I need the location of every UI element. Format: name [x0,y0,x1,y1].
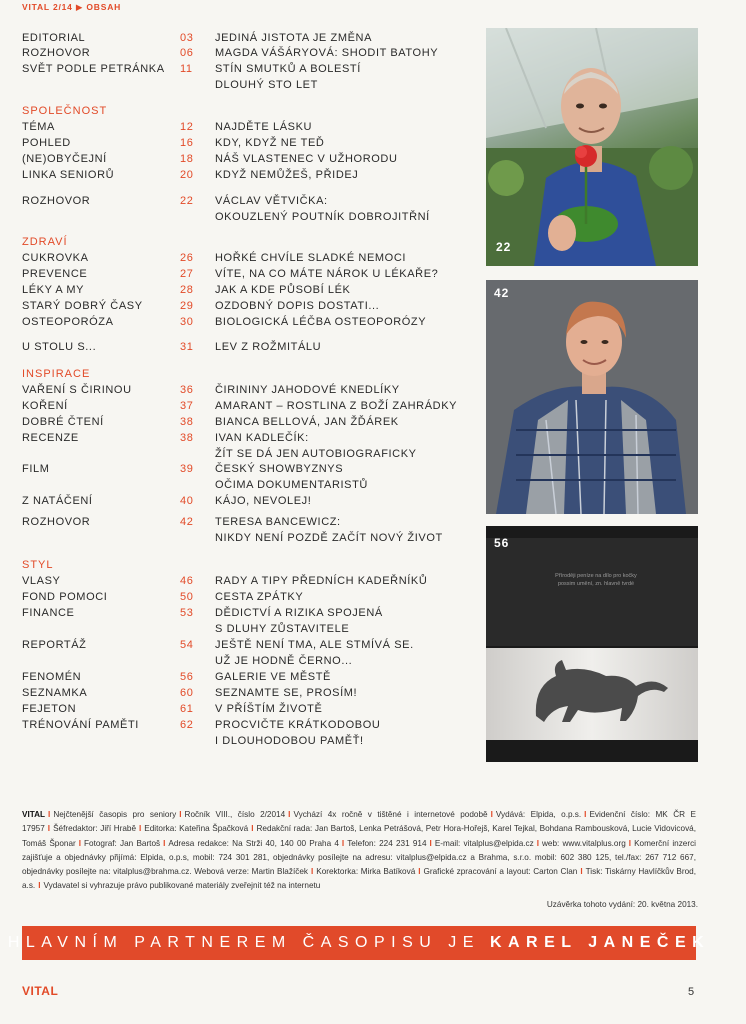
toc-section-label: REPORTÁŽ [22,639,87,651]
toc-entry [22,623,482,638]
toc-page-number: 61 [180,703,194,715]
toc-page-number: 53 [180,607,194,619]
colophon-part: Redakční rada: Jan Bartoš, Lenka Petrášová, Petr Hora-Hořejš, Karel Tejkal, Bohdana Rambousková, Lucie Vidovicová, Tomáš Šponar [22,824,696,848]
toc-entry [22,63,482,78]
toc-entry [22,211,482,226]
toc-entry [22,479,482,494]
toc-entry [22,495,482,510]
toc-page-number: 22 [180,195,194,207]
toc-page-number: 20 [180,169,194,181]
banner-text: HLAVNÍM PARTNEREM ČASOPISU JE [7,934,480,951]
colophon-part: Telefon: 224 231 914 [347,838,427,848]
toc-entry [22,416,482,431]
toc-page-number: 56 [180,671,194,683]
separator-mark: I [584,810,587,819]
toc-entry [22,121,482,136]
toc-page-number: 11 [180,63,193,75]
photo-bancewicz [486,280,698,514]
toc-entry [22,432,482,447]
toc-entry [22,252,482,267]
toc-article-title: S DLUHY ZŮSTAVITELE [215,623,350,635]
separator-mark: I [139,824,142,834]
toc-article-title: KÁJO, NEVOLEJ! [215,495,312,507]
toc-entry [22,300,482,315]
toc-section-label: FILM [22,463,50,475]
partner-banner [7,926,711,960]
colophon-closing: Uzávěrka tohoto vydání: 20. května 2013. [546,900,698,909]
toc-article-title: ŽÍT SE DÁ JEN AUTOBIOGRAFICKY [215,448,417,460]
toc-article-title: VÍTE, NA CO MÁTE NÁROK U LÉKAŘE? [215,268,439,280]
toc-section-label: ROZHOVOR [22,47,91,59]
toc-entry [22,591,482,606]
toc-entry [22,516,482,531]
toc-article-title: ČIRININY JAHODOVÉ KNEDLÍKY [215,384,400,396]
toc-section-label: PREVENCE [22,268,88,280]
toc-entry [22,639,482,654]
toc-entry [22,735,482,750]
toc-section-label: RECENZE [22,432,79,444]
toc-entry [22,655,482,670]
colophon-part: Editorka: Kateřina Špačková [144,824,249,834]
toc-page-number: 60 [180,687,194,699]
toc-article-title: DLOUHÝ STO LET [215,79,318,91]
toc-article-title: BIANCA BELLOVÁ, JAN ŽĎÁREK [215,416,399,428]
toc-section-label: LINKA SENIORŮ [22,169,115,181]
photo-vetvicka-illustration [486,28,698,266]
footer-logo: VITAL [22,984,59,998]
separator-mark: I [78,838,82,848]
colophon-part: web: www.vitalplus.org [542,838,626,848]
toc-section-label: EDITORIAL [22,32,86,44]
toc-section-label: (NE)OBYČEJNÍ [22,153,107,165]
toc-entry [22,532,482,547]
toc-article-title: IVAN KADLEČÍK: [215,432,309,444]
section-heading [22,368,482,383]
photo-galerie-illustration [486,526,698,762]
separator-mark: I [341,838,345,848]
toc-article-title: NÁŠ VLASTENEC V UŽHORODU [215,153,398,165]
toc-page-number: 29 [180,300,194,312]
toc-article-title: KDYŽ NEMŮŽEŠ, PŘIDEJ [215,169,359,181]
toc-entry [22,316,482,331]
separator-mark: I [580,867,583,877]
toc-article-title: JEŠTĚ NENÍ TMA, ALE STMÍVÁ SE. [215,639,414,651]
toc-entry [22,341,482,356]
toc-article-title: OČIMA DOKUMENTARISTŮ [215,479,368,491]
toc-page-number: 36 [180,384,194,396]
toc-section-label: U STOLU S... [22,341,97,353]
toc-article-title: PROCVIČTE KRÁTKODOBOU [215,719,381,731]
toc-entry [22,169,482,184]
section-name: OBSAH [86,2,122,12]
toc-article-title: VÁCLAV VĚTVIČKA: [215,195,328,207]
separator-mark: I [536,838,539,848]
toc-article-title: OKOUZLENÝ POUTNÍK DOBROJITŘNÍ [215,211,430,223]
toc-page-number: 28 [180,284,194,296]
toc-entry [22,32,482,47]
toc-article-title: AMARANT – ROSTLINA Z BOŽÍ ZAHRÁDKY [215,400,458,412]
toc-section-label: POHLED [22,137,71,149]
toc-article-title: I DLOUHODOBOU PAMĚŤ! [215,735,364,747]
toc-entry [22,703,482,718]
toc-page-number: 62 [180,719,194,731]
toc-article-title: MAGDA VÁŠÁRYOVÁ: SHODIT BATOHY [215,47,439,59]
photo-caption: Příroději peníze na dílo pro kočky possim umění, zn. hlavně tvrdé [555,573,637,587]
toc-page-number: 26 [180,252,194,264]
colophon-part: VITAL [22,810,46,819]
toc-entry [22,47,482,62]
toc-entry [22,268,482,283]
separator-mark: I [48,810,51,819]
toc-page-number: 12 [180,121,194,133]
toc-article-title: ČESKÝ SHOWBYZNYS [215,463,344,475]
toc-section-label: DOBRÉ ČTENÍ [22,416,104,428]
toc-section-label: FENOMÉN [22,671,82,683]
toc-article-title: OZDOBNÝ DOPIS DOSTATI... [215,300,380,312]
section-heading-label: ZDRAVÍ [22,236,68,248]
toc-page-number: 38 [180,416,194,428]
section-heading [22,236,482,251]
separator-mark: I [179,810,182,819]
colophon-part: Grafické zpracování a layout: Carton Clan [423,867,578,877]
colophon-part: Nejčtenější časopis pro seniory [53,810,177,819]
toc-section-label: VAŘENÍ S ČIRINOU [22,384,132,396]
toc-section-label: FINANCE [22,607,75,619]
photo-bancewicz-illustration [486,280,698,514]
colophon-part: Fotograf: Jan Bartoš [84,838,161,848]
section-heading [22,559,482,574]
toc-article-title: STÍN SMUTKŮ A BOLESTÍ [215,63,361,75]
toc-page-number: 18 [180,153,194,165]
toc-article-title: RADY A TIPY PŘEDNÍCH KADEŘNÍKŮ [215,575,428,587]
toc-article-title: V PŘÍŠTÍM ŽIVOTĚ [215,703,323,715]
photo-page-number: 42 [494,286,510,300]
toc-article-title: HOŘKÉ CHVÍLE SLADKÉ NEMOCI [215,252,407,264]
separator-mark: I [288,810,291,819]
toc-entry [22,607,482,622]
magazine-name: VITAL [22,2,50,12]
toc-entry [22,384,482,399]
toc-article-title: SEZNAMTE SE, PROSÍM! [215,687,358,699]
colophon-part: Vychází 4x ročně v tištěné i internetové podobě [293,810,488,819]
toc-section-label: OSTEOPORÓZA [22,316,114,328]
toc-article-title: TERESA BANCEWICZ: [215,516,341,528]
toc-section-label: CUKROVKA [22,252,89,264]
toc-entry [22,284,482,299]
toc-page-number: 46 [180,575,194,587]
toc-section-label: FOND POMOCI [22,591,108,603]
colophon-part: Vydavatel si vyhrazuje právo publikované materiály zveřejnit též na internetu [43,881,321,891]
toc-entry [22,79,482,94]
separator-mark: I [310,867,314,877]
colophon-part: E-mail: vitalplus@elpida.cz [434,838,534,848]
issue-header [22,2,121,13]
toc-article-title: UŽ JE HODNĚ ČERNO... [215,655,353,667]
toc-article-title: LEV Z ROŽMITÁLU [215,341,322,353]
separator-mark: I [429,838,432,848]
section-heading-label: STYL [22,559,54,571]
colophon-part: Vydává: Elpida, o.p.s. [495,810,582,819]
colophon-part: Ročník VIII., číslo 2/2014 [184,810,286,819]
toc-page-number: 27 [180,268,194,280]
toc-article-title: CESTA ZPÁTKY [215,591,304,603]
toc-entry [22,463,482,478]
toc-entry [22,575,482,590]
toc-entry [22,687,482,702]
toc-section-label: Z NATÁČENÍ [22,495,93,507]
separator-mark: I [163,838,166,848]
toc-section-label: FEJETON [22,703,77,715]
toc-entry [22,137,482,152]
arrow-icon: ▶ [75,2,84,12]
colophon-part: Šéfredaktor: Jiří Hrabě [53,824,137,834]
colophon [22,808,696,894]
toc-entry [22,719,482,734]
toc-page-number: 38 [180,432,194,444]
toc-page-number: 31 [180,341,194,353]
section-heading-label: SPOLEČNOST [22,105,108,117]
toc-section-label: TÉMA [22,121,55,133]
toc-article-title: NIKDY NENÍ POZDĚ ZAČÍT NOVÝ ŽIVOT [215,532,443,544]
section-heading [22,105,482,120]
colophon-part: Komerční inzerci zajišťuje a objednávky přijímá: Elpida, o.p.s, mobil: 724 301 281, objednávky posílejte na adresu: vitalplus@elpida.cz a Brahma, s.r.o. mobil: 602 380 125, tel./fax: 267 712 667, objednávky posílejte na: vitalplus@brahma.cz. Webová verze: Martin Blažíček [22,838,696,877]
colophon-part: Tisk: Tiskárny Havlíčkův Brod, a.s. [22,867,697,891]
photo-page-number: 56 [494,536,510,550]
separator-mark: I [38,881,41,891]
toc-page-number: 50 [180,591,194,603]
photo-vetvicka [486,28,698,266]
toc-section-label: TRÉNOVÁNÍ PAMĚTI [22,719,139,731]
photo-page-number: 22 [496,240,512,254]
toc-page-number: 40 [180,495,194,507]
toc-article-title: JAK A KDE PŮSOBÍ LÉK [215,284,351,296]
toc-entry [22,400,482,415]
toc-article-title: GALERIE VE MĚSTĚ [215,671,331,683]
toc-page-number: 54 [180,639,194,651]
toc-entry [22,153,482,168]
toc-section-label: LÉKY A MY [22,284,85,296]
banner-partner: KAREL JANEČEK [489,934,711,951]
toc-page-number: 37 [180,400,194,412]
separator-mark: I [628,838,632,848]
toc-page-number: 42 [180,516,194,528]
toc-section-label: SEZNAMKA [22,687,88,699]
toc-section-label: VLASY [22,575,61,587]
toc-page-number: 16 [180,137,194,149]
toc-article-title: KDY, KDYŽ NE TEĎ [215,137,325,149]
separator-mark: I [418,867,421,877]
toc-page-number: 30 [180,316,194,328]
separator-mark: I [47,824,51,834]
colophon-part: Korektorka: Mirka Batíková [316,867,416,877]
toc-section-label: SVĚT PODLE PETRÁNKA [22,63,165,75]
toc-entry [22,448,482,463]
colophon-part: Adresa redakce: Na Strži 40, 140 00 Praha 4 [168,838,339,848]
section-heading-label: INSPIRACE [22,368,91,380]
toc-entry [22,671,482,686]
separator-mark: I [251,824,254,834]
toc-entry [22,195,482,210]
toc-page-number: 03 [180,32,194,44]
toc-page-number: 06 [180,47,194,59]
issue-number: 2/14 [52,2,73,12]
toc-article-title: JEDINÁ JISTOTA JE ZMĚNA [215,32,373,44]
toc-article-title: NAJDĚTE LÁSKU [215,121,313,133]
toc-section-label: STARÝ DOBRÝ ČASY [22,300,143,312]
toc-section-label: ROZHOVOR [22,516,91,528]
page-number: 5 [688,986,695,998]
toc-section-label: ROZHOVOR [22,195,91,207]
colophon-part: Evidenční číslo: MK ČR E 17957 [22,810,696,834]
toc-page-number: 39 [180,463,194,475]
separator-mark: I [490,810,493,819]
photo-galerie [486,526,698,762]
toc-section-label: KOŘENÍ [22,400,68,412]
toc-article-title: BIOLOGICKÁ LÉČBA OSTEOPORÓZY [215,316,427,328]
toc-article-title: DĚDICTVÍ A RIZIKA SPOJENÁ [215,607,383,619]
